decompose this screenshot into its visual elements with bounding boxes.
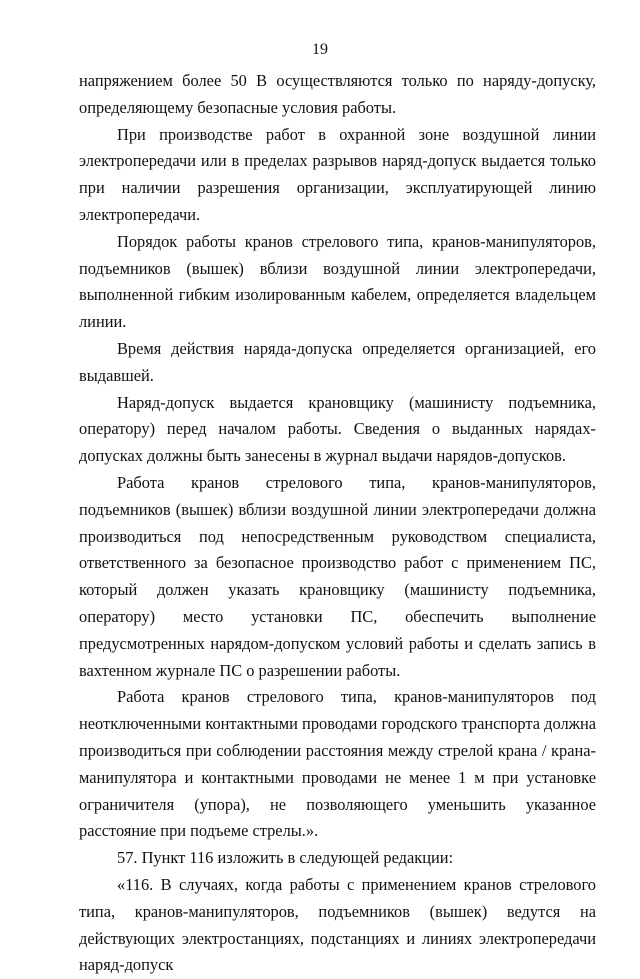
paragraph-permit-validity: Время действия наряда-допуска определяется организацией, его выдавшей. [79,338,596,385]
document-body [79,68,596,979]
paragraph-protected-zone: При производстве работ в охранной зоне воздушной линии электропередачи или в пределах разрывов наряд-допуск выдается только при наличии разрешения организации, эксплуатирующей линию электропередачи. [79,124,596,224]
paragraph-item-116: «116. В случаях, когда работы с применением кранов стрелового типа, кранов-манипуляторов, подъемников (вышек) ведутся на действующих электростанциях, подстанциях и линиях электропередачи наряд-допуск [79,874,596,975]
paragraph-contact-wires: Работа кранов стрелового типа, кранов-манипуляторов под неотключенными контактными проводами городского транспорта должна производиться при соблюдении расстояния между стрелой крана / крана-манипулятора и контактными проводами не менее 1 м при установке ограничителя (упора), не позволяющего уменьшить указанное расстояние при подъеме стрелы.». [79,687,596,841]
page-number: 19 [312,41,328,58]
paragraph-permit-issuance: Наряд-допуск выдается крановщику (машинисту подъемника, оператору) перед началом работы. Сведения о выданных нарядах-допусках должны быть занесены в журнал выдачи нарядов-допусков. [79,392,596,466]
paragraph-amendment-57: 57. Пункт 116 изложить в следующей редакции: [117,848,454,868]
paragraph-supervision: Работа кранов стрелового типа, кранов-манипуляторов, подъемников (вышек) вблизи воздушной линии электропередачи должна производиться под непосредственным руководством специалиста, ответственного за безопасное производство работ с применением ПС, который должен указать крановщику (машинисту подъемника, оператору) место установки ПС, обеспечить выполнение предусмотренных нарядом-допуском условий работы и сделать запись в вахтенном журнале ПС о разрешении работы. [79,472,596,680]
paragraph-voltage-continuation: напряжением более 50 В осуществляются только по наряду-допуску, определяющему безопасные условия работы. [79,71,596,117]
paragraph-cable-line-order: Порядок работы кранов стрелового типа, кранов-манипуляторов, подъемников (вышек) вблизи воздушной линии электропередачи, выполненной гибким изолированным кабелем, определяется владельцем линии. [79,231,596,332]
